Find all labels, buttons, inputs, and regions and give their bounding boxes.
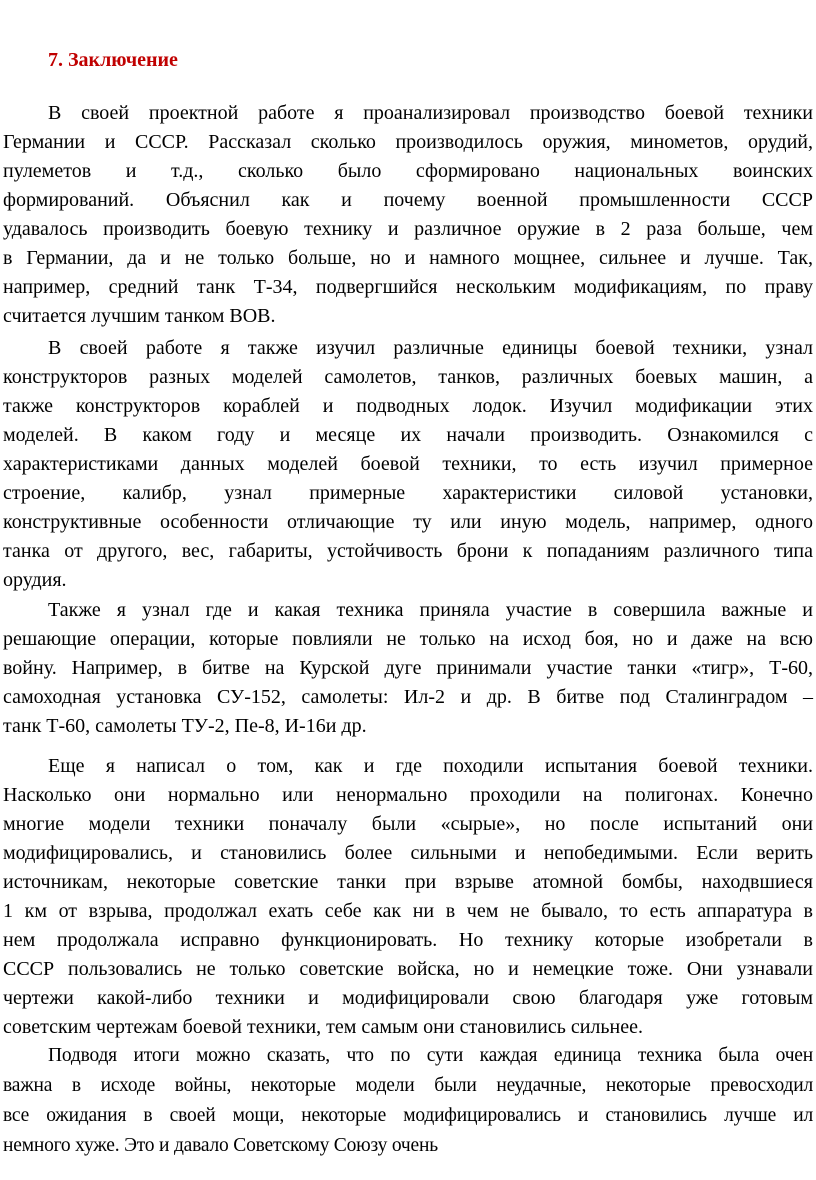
text-line: пулеметов и т.д., сколько было сформировано национальных воинских: [3, 160, 813, 182]
paragraph-5: [0, 1041, 816, 1161]
text-line: многие модели техники поначалу были «сырые», но после испытаний они: [3, 813, 813, 835]
text-line: моделей. В каком году и месяце их начали производить. Ознакомился с: [3, 424, 813, 446]
text-line: советским чертежам боевой техники, тем самым они становились сильнее.: [3, 1016, 643, 1038]
text-line: решающие операции, которые повлияли не только на исход боя, но и даже на всю: [3, 628, 813, 650]
text-line: в Германии, да и не только больше, но и намного мощнее, сильнее и лучше. Так,: [3, 247, 813, 269]
text-line: танка от другого, вес, габариты, устойчивость брони к попаданиям различного типа: [3, 540, 813, 562]
text-line: источникам, некоторые советские танки при взрыве атомной бомбы, находвшиеся: [3, 871, 813, 893]
paragraph-3: [0, 596, 816, 741]
text-line: В своей проектной работе я проанализировал производство боевой техники: [48, 102, 813, 124]
text-line: например, средний танк Т-34, подвергшийся нескольким модификациям, по праву: [3, 276, 813, 298]
text-line: Еще я написал о том, как и где походили испытания боевой техники.: [48, 755, 813, 777]
text-line: характеристиками данных моделей боевой техники, то есть изучил примерное: [3, 453, 813, 475]
text-line: немного хуже. Это и давало Советскому Союзу очень: [3, 1135, 438, 1156]
text-line: конструкторов разных моделей самолетов, танков, различных боевых машин, а: [3, 366, 813, 388]
text-line: важна в исходе войны, некоторые модели были неудачные, некоторые превосходил: [3, 1075, 813, 1096]
text-line: считается лучшим танком ВОВ.: [3, 305, 276, 327]
text-line: Подводя итоги можно сказать, что по сути каждая единица техника была очен: [48, 1045, 813, 1066]
paragraph-1: [0, 99, 816, 331]
text-line: СССР пользовались не только советские войска, но и немецкие тоже. Они узнавали: [3, 958, 813, 980]
text-line: модифицировались, и становились более сильными и непобедимыми. Если верить: [3, 842, 813, 864]
text-line: строение, калибр, узнал примерные характеристики силовой установки,: [3, 482, 813, 504]
text-line: 1 км от взрыва, продолжал ехать себе как ни в чем не бывало, то есть аппаратура в: [3, 900, 813, 922]
paragraph-4: [0, 752, 816, 1042]
text-line: также конструкторов кораблей и подводных лодок. Изучил модификации этих: [3, 395, 813, 417]
text-line: нем продолжала исправно функционировать. Но технику которые изобретали в: [3, 929, 813, 951]
text-line: Насколько они нормально или ненормально проходили на полигонах. Конечно: [3, 784, 813, 806]
text-line: Также я узнал где и какая техника приняла участие в совершила важные и: [48, 599, 813, 621]
text-line: конструктивные особенности отличающие ту или иную модель, например, одного: [3, 511, 813, 533]
text-line: чертежи какой-либо техники и модифицировали свою благодаря уже готовым: [3, 987, 813, 1009]
paragraph-2: [0, 334, 816, 595]
text-line: все ожидания в своей мощи, некоторые модифицировались и становились лучше ил: [3, 1105, 813, 1126]
text-line: танк Т-60, самолеты ТУ-2, Пе-8, И-16и др.: [3, 715, 367, 737]
text-line: Германии и СССР. Рассказал сколько производилось оружия, минометов, орудий,: [3, 131, 813, 153]
section-heading: 7. Заключение: [48, 49, 178, 71]
text-line: самоходная установка СУ-152, самолеты: Ил-2 и др. В битве под Сталинградом –: [3, 686, 813, 708]
text-line: В своей работе я также изучил различные единицы боевой техники, узнал: [48, 337, 813, 359]
text-line: орудия.: [3, 569, 67, 591]
text-line: удавалось производить боевую технику и различное оружие в 2 раза больше, чем: [3, 218, 813, 240]
text-line: войну. Например, в битве на Курской дуге принимали участие танки «тигр», Т-60,: [3, 657, 813, 679]
text-line: формирований. Объяснил как и почему военной промышленности СССР: [3, 189, 813, 211]
